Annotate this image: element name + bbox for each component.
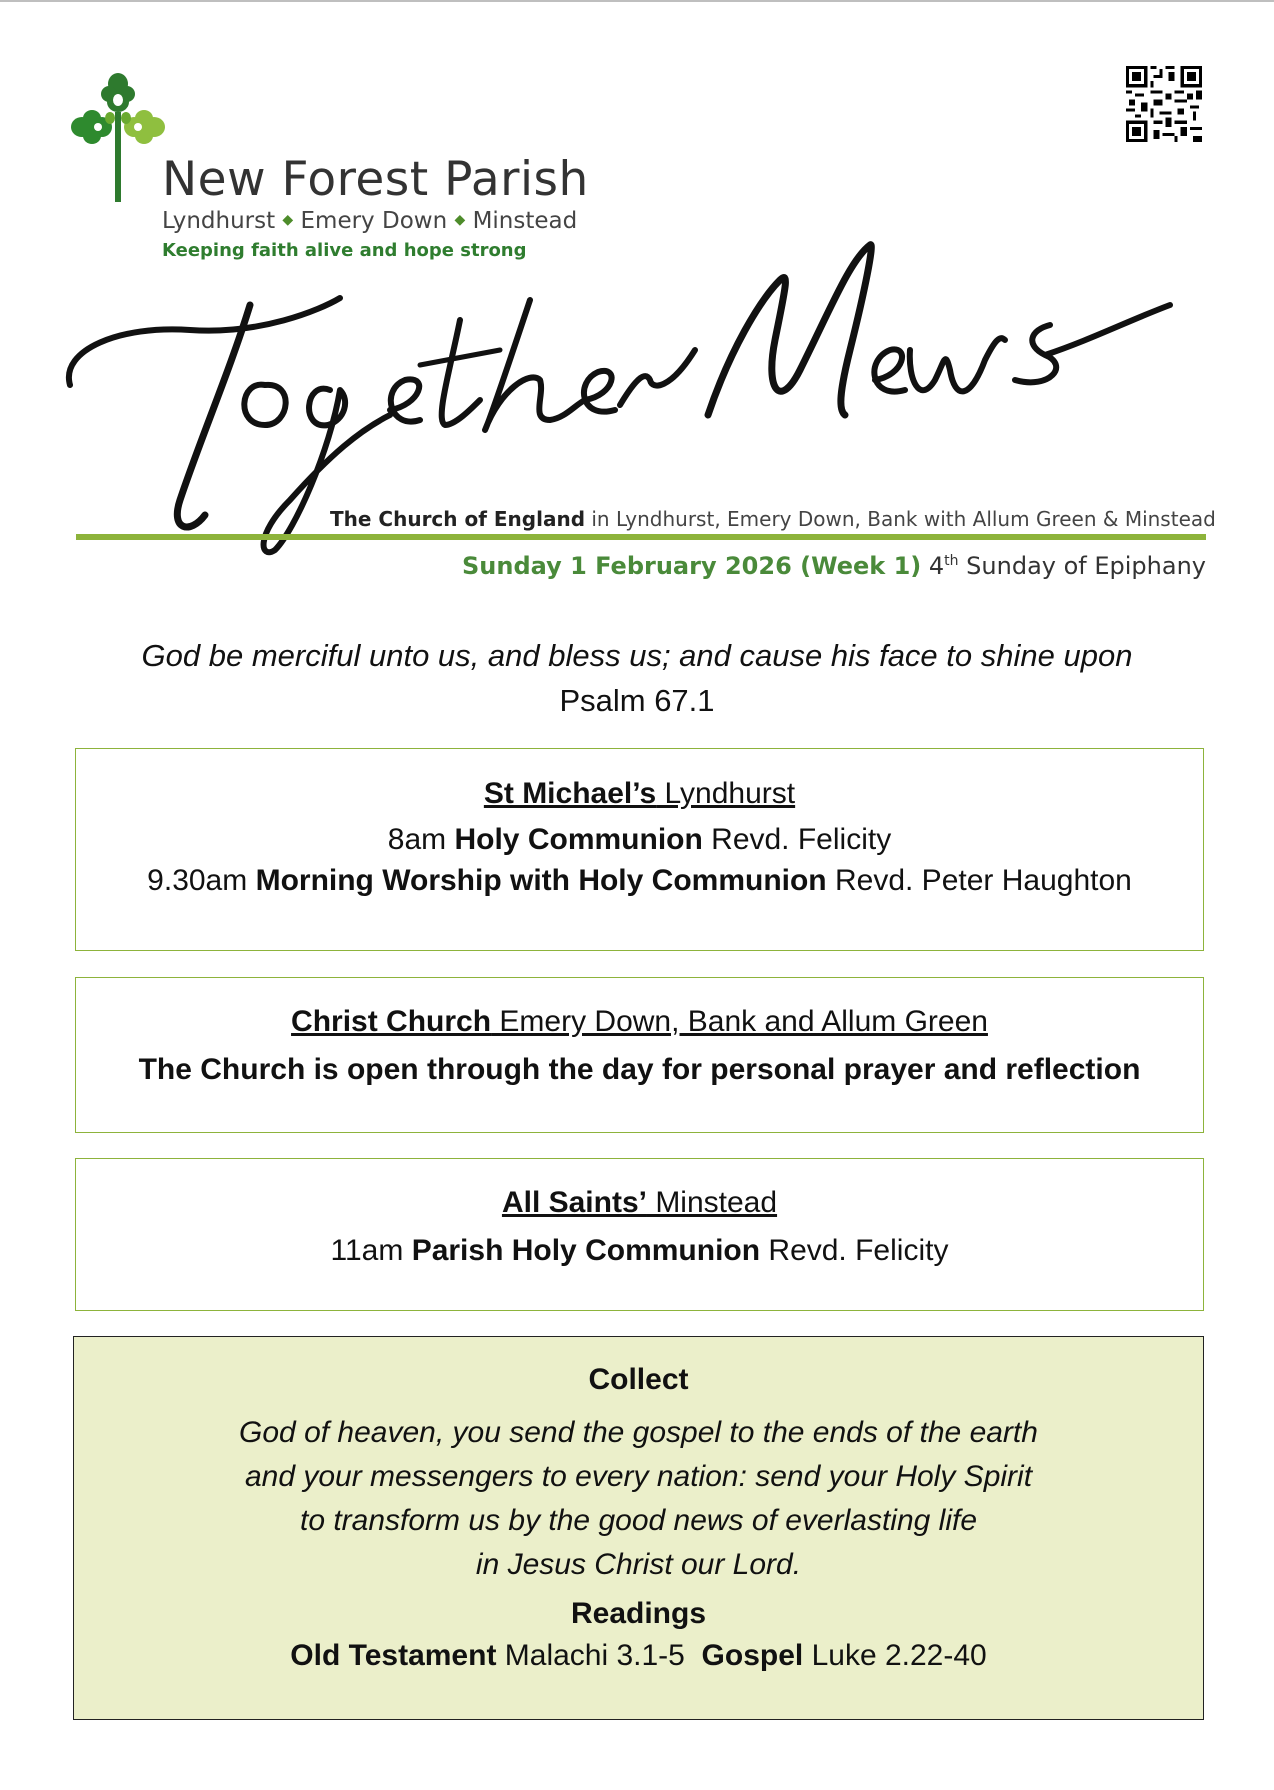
sunday-ordinal: th — [944, 553, 959, 569]
readings-line — [74, 1639, 1203, 1673]
gospel-ref: Luke 2.22-40 — [803, 1639, 987, 1672]
service-time: 8am — [387, 823, 455, 856]
service-leader: Revd. Felicity — [702, 823, 892, 856]
service-name: Morning Worship with Holy Communion — [255, 864, 827, 897]
church-name: Christ Church — [291, 1005, 492, 1038]
open-notice: The Church is open through the day for personal prayer and reflection — [138, 1053, 1141, 1086]
collect-heading: Collect — [588, 1363, 689, 1396]
bible-verse: God be merciful unto us, and bless us; and cause his face to shine upon — [141, 638, 1133, 673]
service-leader: Revd. Peter Haughton — [826, 864, 1132, 897]
place-minstead: Minstead — [472, 208, 578, 234]
prayer-line: in Jesus Christ our Lord. — [475, 1548, 802, 1581]
prayer-line: to transform us by the good news of everlasting life — [299, 1504, 978, 1537]
service-time: 11am — [330, 1234, 412, 1267]
parish-name: New Forest Parish — [162, 152, 589, 207]
church-place: Emery Down, Bank and Allum Green — [491, 1005, 988, 1038]
issue-date — [462, 552, 1206, 580]
ot-ref: Malachi 3.1-5 — [496, 1639, 702, 1672]
church-heading — [76, 777, 1203, 811]
masthead-subtitle — [330, 507, 1216, 531]
place-lyndhurst: Lyndhurst — [162, 208, 276, 234]
subtitle-places: in Lyndhurst, Emery Down, Bank with Allum Green & Minstead — [585, 507, 1216, 531]
sunday-number: 4 — [928, 552, 945, 580]
verse-reference: Psalm 67.1 — [559, 683, 715, 718]
collect-box — [73, 1336, 1204, 1720]
service-name: Parish Holy Communion — [411, 1234, 761, 1267]
date-week: Sunday 1 February 2026 (Week 1) — [461, 552, 922, 580]
service-line — [76, 823, 1203, 857]
masthead-rule — [76, 534, 1206, 540]
diamond-separator-icon: ◆ — [282, 212, 294, 228]
prayer-line: God of heaven, you send the gospel to the ends of the earth — [239, 1416, 1038, 1449]
ot-label: Old Testament — [290, 1639, 497, 1672]
church-name: St Michael’s — [483, 777, 657, 810]
service-box-lyndhurst — [75, 748, 1204, 951]
subtitle-church: The Church of England — [330, 507, 586, 531]
parish-tagline: Keeping faith alive and hope strong — [162, 240, 527, 261]
service-line — [76, 1234, 1203, 1268]
top-border — [0, 0, 1274, 2]
service-box-emery-down — [75, 977, 1204, 1133]
diamond-separator-icon: ◆ — [454, 212, 466, 228]
church-heading — [76, 1005, 1203, 1039]
service-name: Holy Communion — [454, 823, 703, 856]
church-heading — [76, 1186, 1203, 1220]
readings-heading: Readings — [570, 1597, 707, 1630]
service-leader: Revd. Felicity — [760, 1234, 949, 1267]
collect-prayer — [74, 1411, 1203, 1587]
church-name: All Saints’ — [501, 1186, 647, 1219]
church-place: Minstead — [646, 1186, 778, 1219]
service-time: 9.30am — [147, 864, 256, 897]
service-line — [76, 864, 1203, 898]
service-box-minstead — [75, 1158, 1204, 1311]
church-place: Lyndhurst — [656, 777, 796, 810]
liturgical-day: Sunday of Epiphany — [958, 552, 1206, 580]
place-emery-down: Emery Down — [300, 208, 448, 234]
qr-code-icon[interactable] — [1126, 66, 1202, 142]
gospel-label: Gospel — [701, 1639, 804, 1672]
prayer-line: and your messengers to every nation: send your Holy Spirit — [244, 1460, 1033, 1493]
